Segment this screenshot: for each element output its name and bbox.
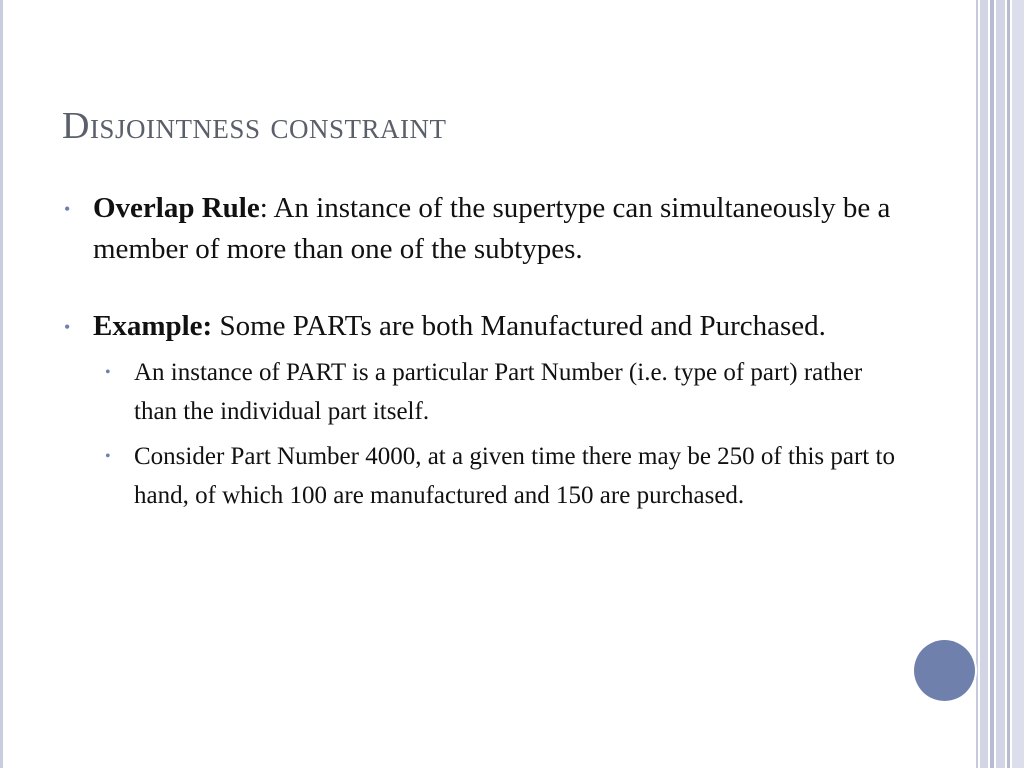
slide-title: Disjointness constraint xyxy=(62,105,447,147)
sub-bullet-item xyxy=(103,437,902,515)
bullet-text: : An instance of the supertype can simultaneously be a member of more than one of the subtypes. xyxy=(93,192,891,265)
bullet-item xyxy=(62,188,902,270)
right-stripe xyxy=(976,0,978,768)
right-stripe xyxy=(990,0,994,768)
bullet-icon: • xyxy=(64,317,71,337)
bullet-term: Example: xyxy=(93,310,213,342)
right-stripe xyxy=(996,0,1005,768)
bullet-icon: • xyxy=(105,364,111,381)
left-border xyxy=(0,0,3,768)
decorative-circle xyxy=(914,640,975,701)
bullet-icon: • xyxy=(64,199,71,219)
sub-bullet-item xyxy=(103,353,902,431)
sub-bullet-text: Consider Part Number 4000, at a given time there may be 250 of this part to hand, of which 100 are manufactured and 150 are purchased. xyxy=(134,443,895,509)
right-stripe xyxy=(1012,0,1024,768)
sub-bullet-text: An instance of PART is a particular Part Number (i.e. type of part) rather than the individual part itself. xyxy=(134,359,863,425)
bullet-term: Overlap Rule xyxy=(93,192,260,224)
right-stripe xyxy=(1007,0,1010,768)
bullet-text: Some PARTs are both Manufactured and Purchased. xyxy=(212,310,826,342)
slide-content xyxy=(62,188,902,515)
right-stripe xyxy=(980,0,988,768)
bullet-item xyxy=(62,306,902,347)
bullet-icon: • xyxy=(105,448,111,465)
